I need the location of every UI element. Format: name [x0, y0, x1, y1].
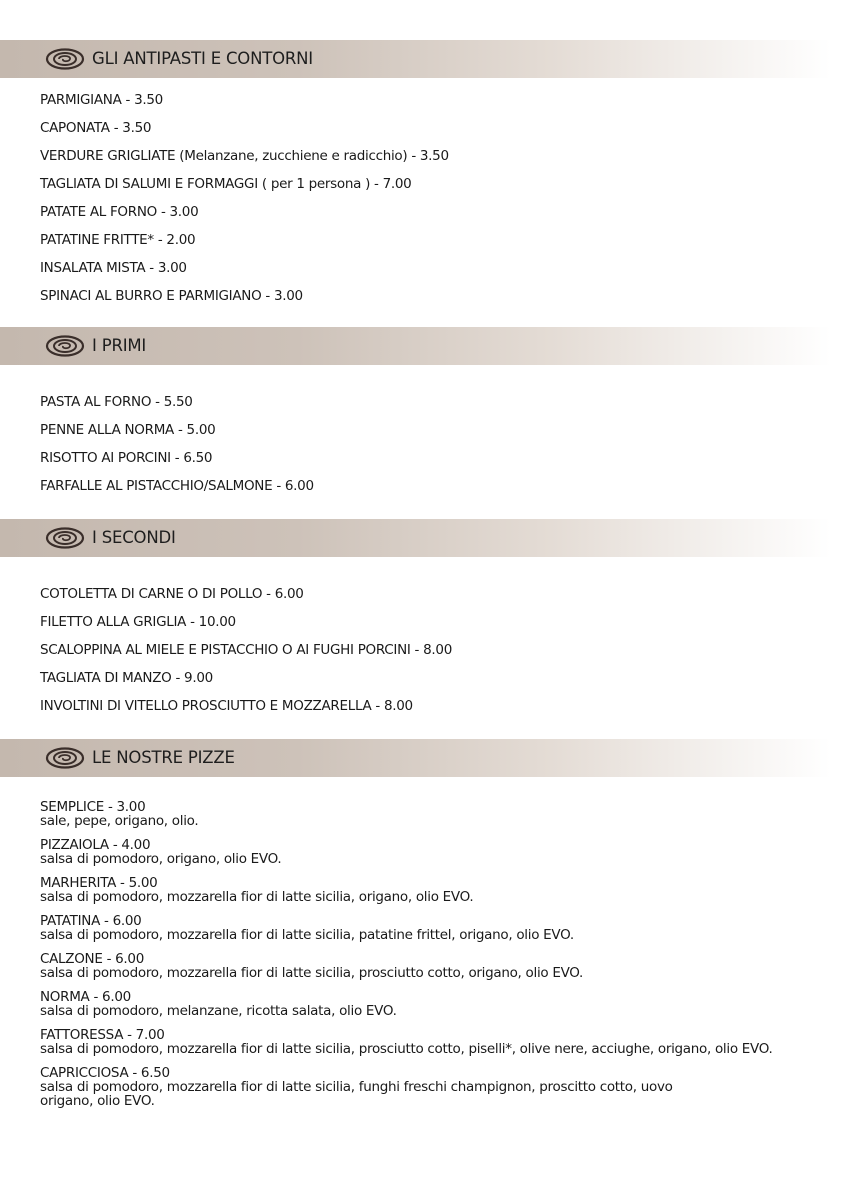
section-header-pizze — [0, 739, 848, 777]
pizze-list — [40, 800, 772, 1118]
menu-item: FILETTO ALLA GRIGLIA - 10.00 — [40, 614, 236, 630]
pizza-item — [40, 1028, 772, 1056]
menu-item: PARMIGIANA - 3.50 — [40, 92, 163, 108]
menu-item: FARFALLE AL PISTACCHIO/SALMONE - 6.00 — [40, 478, 314, 494]
section-header-antipasti — [0, 40, 848, 78]
pizza-name: SEMPLICE - 3.00 — [40, 799, 146, 815]
rose-swirl-icon — [45, 48, 85, 70]
menu-item: PASTA AL FORNO - 5.50 — [40, 394, 193, 410]
section-header-primi — [0, 327, 848, 365]
pizza-item — [40, 800, 772, 828]
pizza-item — [40, 838, 772, 866]
menu-item: COTOLETTA DI CARNE O DI POLLO - 6.00 — [40, 586, 304, 602]
menu-item: PATATINE FRITTE* - 2.00 — [40, 232, 196, 248]
menu-item: CAPONATA - 3.50 — [40, 120, 152, 136]
pizza-item — [40, 876, 772, 904]
menu-item: INVOLTINI DI VITELLO PROSCIUTTO E MOZZARELLA - 8.00 — [40, 698, 413, 714]
section-title: LE NOSTRE PIZZE — [92, 748, 235, 767]
menu-item: RISOTTO AI PORCINI - 6.50 — [40, 450, 213, 466]
menu-item: INSALATA MISTA - 3.00 — [40, 260, 187, 276]
menu-item: PENNE ALLA NORMA - 5.00 — [40, 422, 216, 438]
pizza-name: PIZZAIOLA - 4.00 — [40, 837, 151, 853]
pizza-description: salsa di pomodoro, mozzarella fior di latte sicilia, funghi freschi champignon, proscitto cotto, uovo — [40, 1079, 673, 1095]
pizza-description: salsa di pomodoro, mozzarella fior di latte sicilia, origano, olio EVO. — [40, 889, 474, 905]
pizza-item — [40, 1066, 772, 1108]
section-title: I SECONDI — [92, 528, 176, 547]
secondi-list — [40, 580, 452, 720]
section-title: I PRIMI — [92, 336, 147, 355]
menu-item: PATATE AL FORNO - 3.00 — [40, 204, 199, 220]
pizza-description: salsa di pomodoro, mozzarella fior di latte sicilia, prosciutto cotto, piselli*, olive nere, acciughe, origano, olio EVO. — [40, 1041, 773, 1057]
pizza-item — [40, 952, 772, 980]
pizza-item — [40, 914, 772, 942]
menu-item: VERDURE GRIGLIATE (Melanzane, zucchiene e radicchio) - 3.50 — [40, 148, 449, 164]
rose-swirl-icon — [45, 335, 85, 357]
pizza-name: CAPRICCIOSA - 6.50 — [40, 1065, 170, 1081]
menu-item: SPINACI AL BURRO E PARMIGIANO - 3.00 — [40, 288, 303, 304]
menu-item: TAGLIATA DI MANZO - 9.00 — [40, 670, 213, 686]
pizza-name: FATTORESSA - 7.00 — [40, 1027, 165, 1043]
primi-list — [40, 388, 314, 500]
pizza-description-continued: origano, olio EVO. — [40, 1093, 155, 1109]
pizza-description: salsa di pomodoro, melanzane, ricotta salata, olio EVO. — [40, 1003, 397, 1019]
pizza-description: salsa di pomodoro, origano, olio EVO. — [40, 851, 282, 867]
menu-item: SCALOPPINA AL MIELE E PISTACCHIO O AI FUGHI PORCINI - 8.00 — [40, 642, 452, 658]
rose-swirl-icon — [45, 527, 85, 549]
pizza-description: salsa di pomodoro, mozzarella fior di latte sicilia, prosciutto cotto, origano, olio EVO. — [40, 965, 584, 981]
pizza-name: NORMA - 6.00 — [40, 989, 131, 1005]
rose-swirl-icon — [45, 747, 85, 769]
antipasti-list — [40, 86, 449, 310]
section-title: GLI ANTIPASTI E CONTORNI — [92, 49, 313, 68]
pizza-item — [40, 990, 772, 1018]
pizza-name: CALZONE - 6.00 — [40, 951, 144, 967]
section-header-secondi — [0, 519, 848, 557]
menu-item: TAGLIATA DI SALUMI E FORMAGGI ( per 1 persona ) - 7.00 — [40, 176, 412, 192]
pizza-description: salsa di pomodoro, mozzarella fior di latte sicilia, patatine frittel, origano, olio EVO. — [40, 927, 574, 943]
pizza-name: PATATINA - 6.00 — [40, 913, 142, 929]
pizza-name: MARHERITA - 5.00 — [40, 875, 158, 891]
pizza-description: sale, pepe, origano, olio. — [40, 813, 199, 829]
